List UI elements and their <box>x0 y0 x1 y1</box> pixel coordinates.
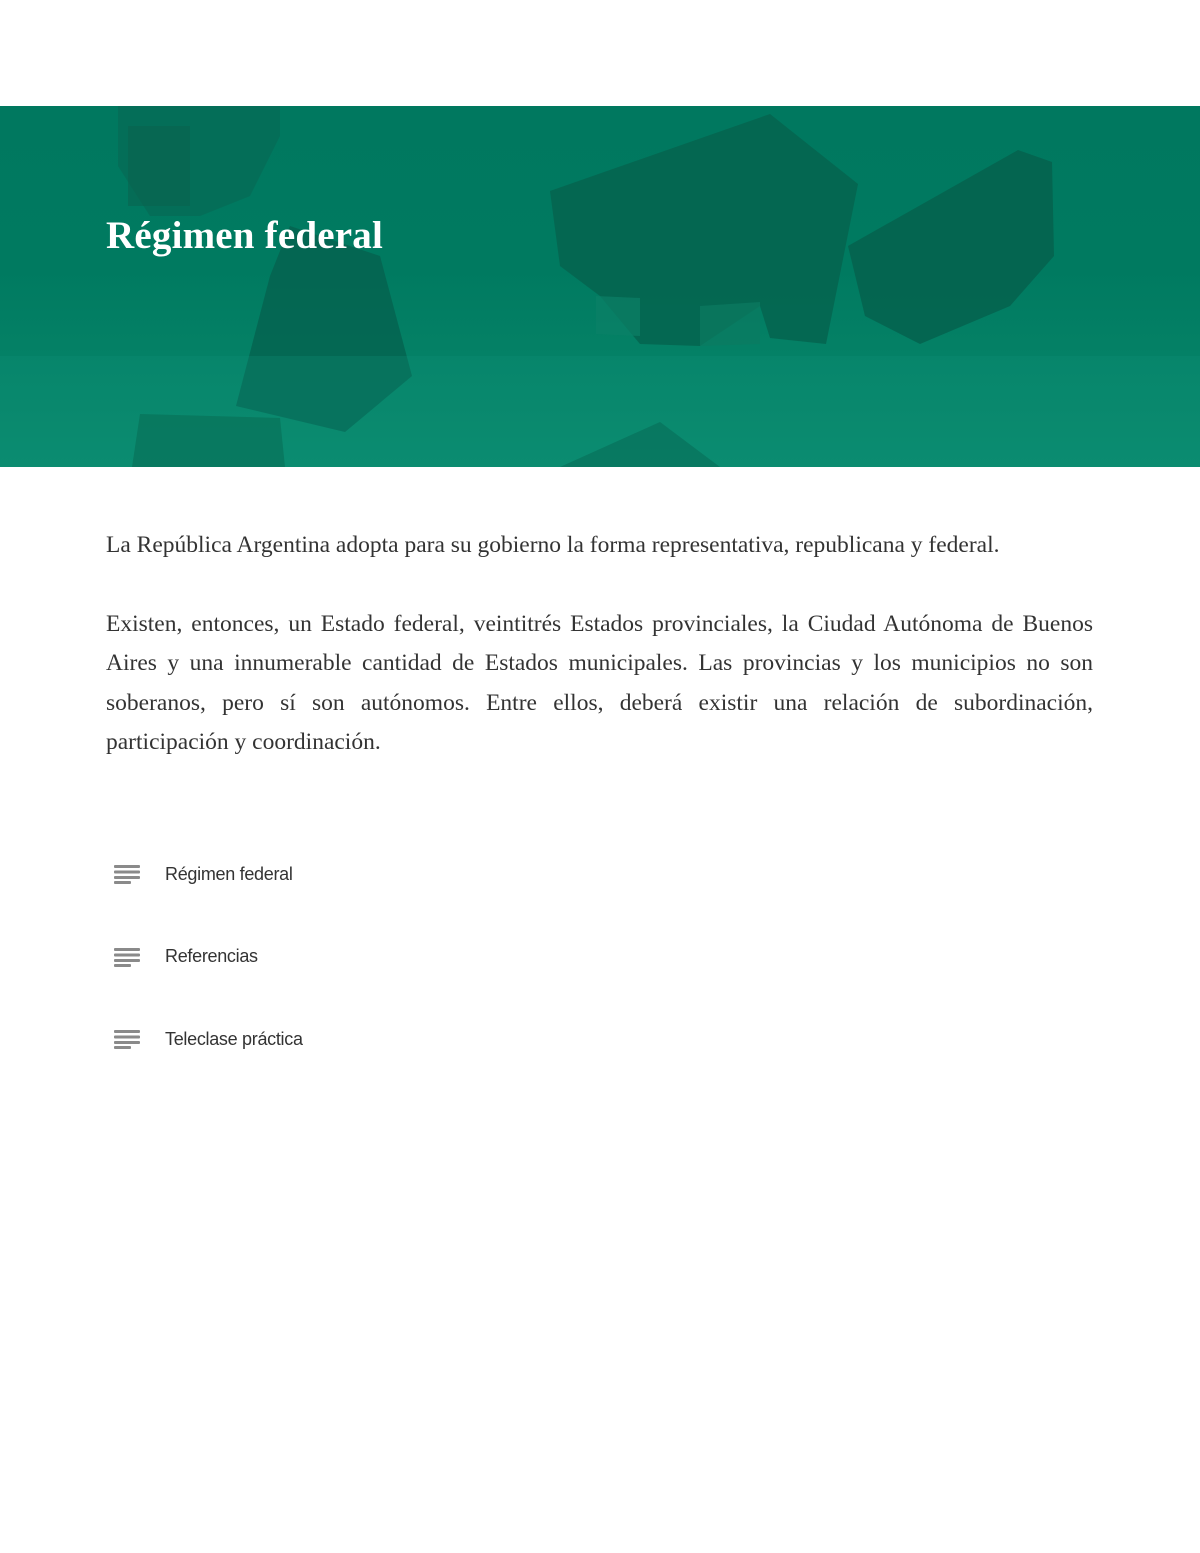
page-title: Régimen federal <box>106 214 383 257</box>
lesson-item-label: Teleclase práctica <box>165 1028 303 1049</box>
text-lines-icon <box>114 864 140 884</box>
intro-paragraph: La República Argentina adopta para su gobierno la forma representativa, republicana y federal. <box>106 532 1000 558</box>
lesson-item-label: Referencias <box>165 946 258 966</box>
main-content <box>106 526 1093 802</box>
text-lines-icon <box>114 1029 140 1049</box>
lesson-item-teleclase-practica[interactable] <box>114 1017 614 1061</box>
hero-background-image <box>0 106 1200 467</box>
text-lines-icon <box>114 947 140 967</box>
lesson-item-referencias[interactable] <box>114 935 614 979</box>
lesson-item-label: Régimen federal <box>165 863 293 884</box>
lesson-list <box>114 852 614 1100</box>
lesson-item-regimen-federal[interactable] <box>114 852 614 896</box>
body-paragraph: Existen, entonces, un Estado federal, veintitrés Estados provinciales, la Ciudad Autónoma de Buenos Aires y una innumerable cantidad de Estados municipales. Las provincias y los municipios no son soberanos, pero sí son autónomos. Entre ellos, deberá existir una relación de subordinación, participación y coordinación. <box>106 610 1093 755</box>
hero-banner <box>0 106 1200 467</box>
